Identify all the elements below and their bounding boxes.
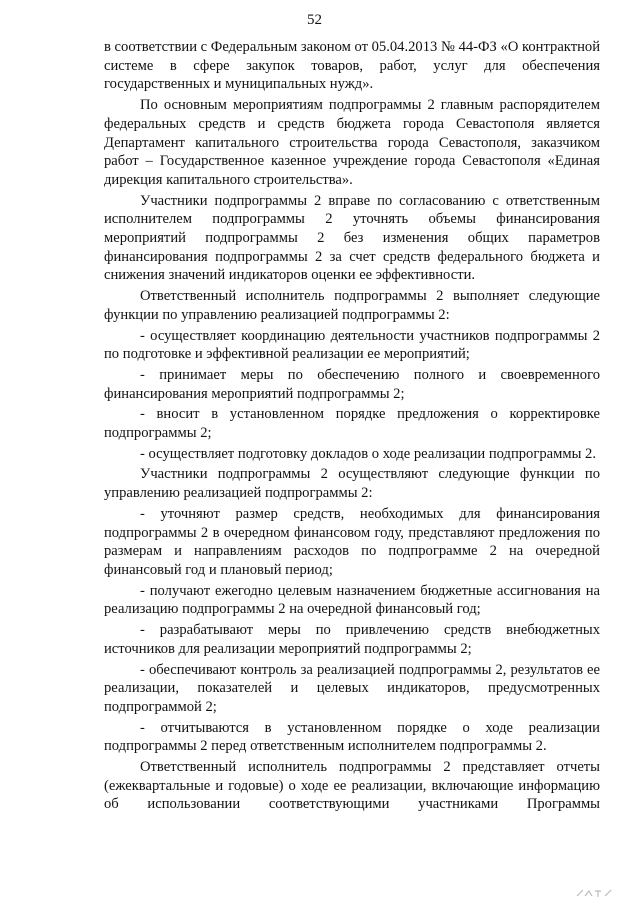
document-body (104, 38, 600, 816)
list-item: - уточняют размер средств, необходимых для финансирования подпрограммы 2 в очередном финансовом году, представляют предложения по размерам и направлениям расходов по подпрограмме 2 на очередной финансовый год и плановый период; (104, 505, 600, 578)
paragraph: Ответственный исполнитель подпрограммы 2 выполняет следующие функции по управлению реализацией подпрограммы 2: (104, 288, 600, 323)
paragraph: Участники подпрограммы 2 осуществляют следующие функции по управлению реализацией подпрограммы 2: (104, 466, 600, 502)
paragraph: в соответствии с Федеральным законом от 05.04.2013 № 44-ФЗ «О контрактной системе в сфере закупок товаров, работ, услуг для обеспечения государственных и муниципальных нужд». (104, 39, 600, 93)
page-number: 52 (307, 12, 322, 28)
list-item: - осуществляет подготовку докладов о ходе реализации подпрограммы 2. (140, 445, 596, 462)
list-item: - осуществляет координацию деятельности участников подпрограммы 2 по подготовке и эффективной реализации ее мероприятий; (104, 327, 600, 363)
list-item: - принимает меры по обеспечению полного и своевременного финансирования мероприятий подпрограммы 2; (104, 366, 600, 402)
paragraph: Участники подпрограммы 2 вправе по согласованию с ответственным исполнителем подпрограммы 2 уточнять объемы финансирования мероприятий подпрограммы 2 без изменения общих параметров финансирования подпрограммы 2 за счет средств федерального бюджета и снижения значений индикаторов оценки ее эффективности. (104, 192, 600, 284)
list-item: - вносит в установленном порядке предложения о корректировке подпрограммы 2; (104, 406, 600, 442)
paragraph: Ответственный исполнитель подпрограммы 2 представляет отчеты (ежеквартальные и годовые) о ходе ее реализации, включающие информацию об использовании соответствующими участниками Программы (104, 759, 600, 813)
list-item: - обеспечивают контроль за реализацией подпрограммы 2, результатов ее реализации, показателей и целевых индикаторов, предусмотренных подпрограммой 2; (104, 661, 600, 715)
list-item: - получают ежегодно целевым назначением бюджетные ассигнования на реализацию подпрограммы 2 на очередной финансовый год; (104, 582, 600, 618)
scan-artifact-marks (575, 887, 615, 899)
list-item: - разрабатывают меры по привлечению средств внебюджетных источников для реализации мероприятий подпрограммы 2; (104, 622, 600, 657)
list-item: - отчитываются в установленном порядке о ходе реализации подпрограммы 2 перед ответственным исполнителем подпрограммы 2. (104, 719, 600, 755)
paragraph: По основным мероприятиям подпрограммы 2 главным распорядителем федеральных средств и средств бюджета города Севастополя является Департамент капитального строительства города Севастополя, заказчиком работ – Государственное казенное учреждение города Севастополя «Единая дирекция капитального строительства». (104, 97, 600, 188)
